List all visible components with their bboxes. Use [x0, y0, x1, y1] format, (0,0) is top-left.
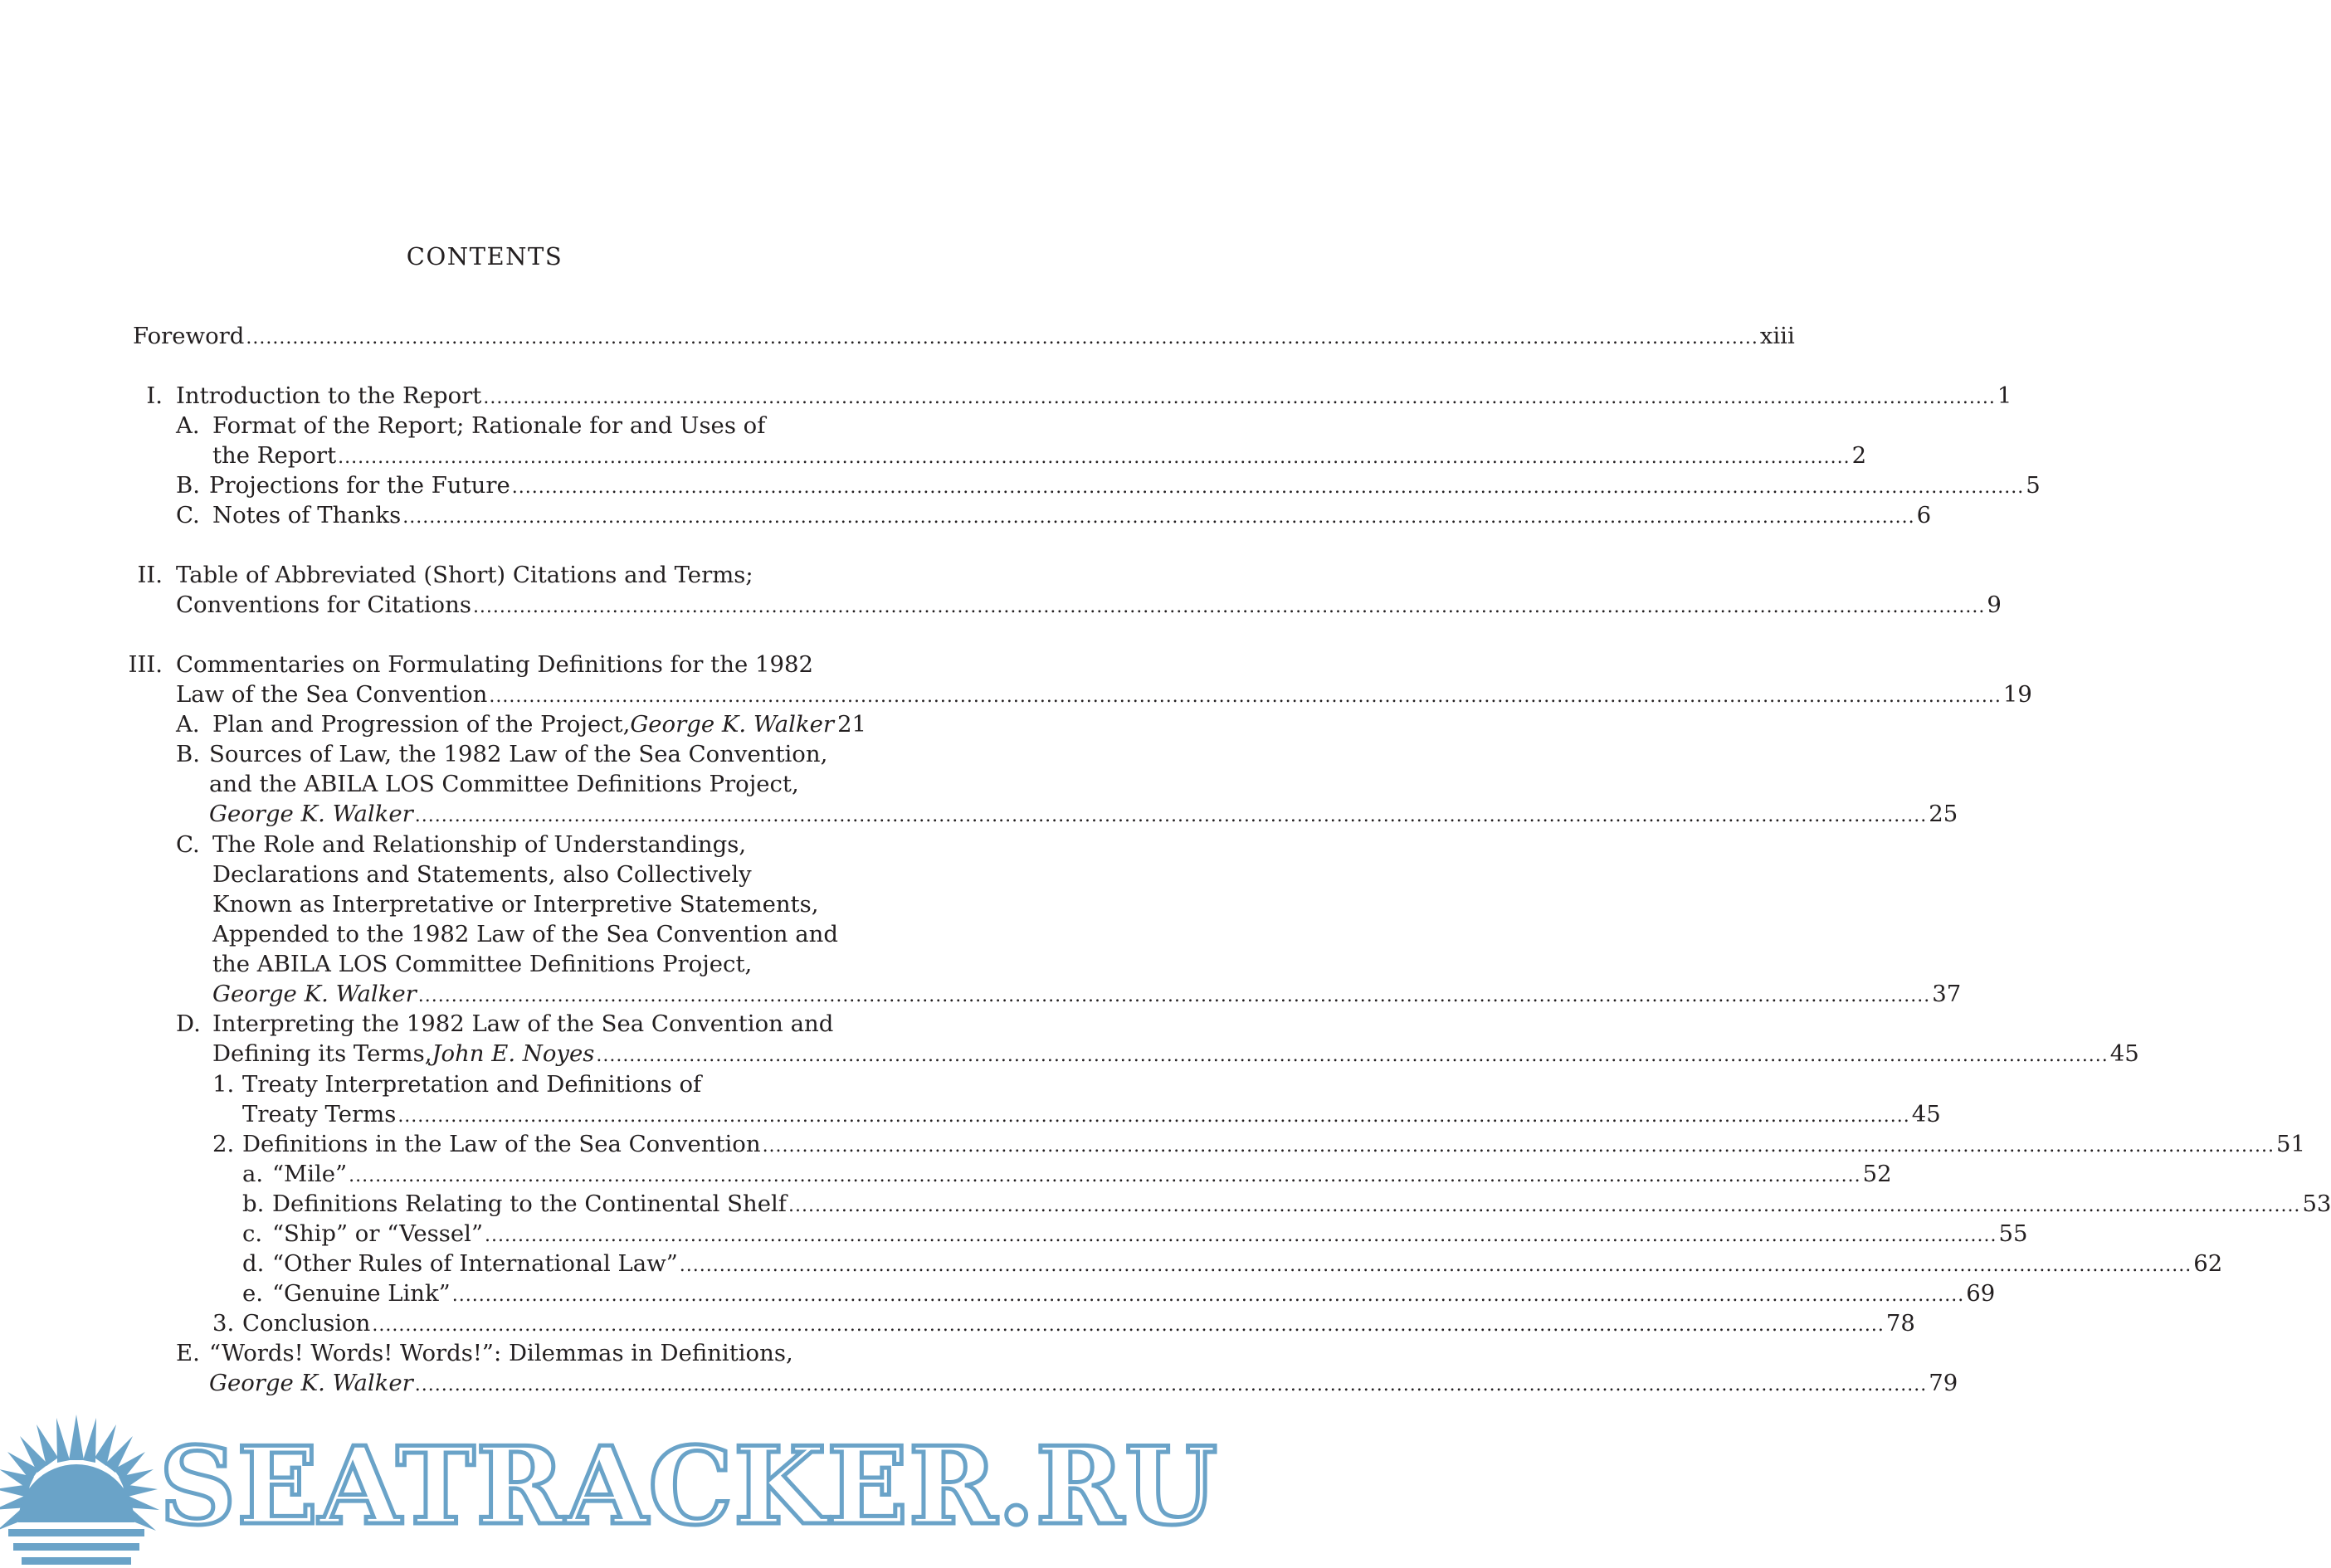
toc-entry-author: John E. Noyes	[432, 1040, 595, 1067]
dot-leader	[485, 1221, 1997, 1251]
toc-page-number: 9	[1987, 592, 2002, 618]
toc-entry[interactable]	[209, 470, 2041, 500]
toc-entry-title: Declarations and Statements, also Collectively	[212, 861, 752, 888]
toc-entry-title: Table of Abbreviated (Short) Citations and Terms;	[176, 562, 753, 588]
toc-entry[interactable]	[176, 590, 2002, 620]
toc-entry-author: George K. Walker	[209, 1370, 413, 1396]
toc-entry	[209, 1338, 793, 1368]
toc-entry	[176, 650, 813, 679]
dot-leader	[788, 1191, 2300, 1221]
toc-entry	[176, 560, 753, 590]
toc-entry	[212, 1009, 833, 1039]
toc-entry-title: Conventions for Citations	[176, 592, 471, 618]
toc-entry-label: b.	[242, 1191, 265, 1217]
toc-entry-title: Notes of Thanks	[212, 502, 402, 528]
dot-leader	[397, 1102, 1909, 1132]
toc-entry	[212, 889, 818, 919]
toc-entry[interactable]	[242, 1308, 1915, 1338]
toc-entry[interactable]	[272, 1249, 2223, 1278]
toc-entry[interactable]	[209, 799, 1958, 829]
toc-entry-title: Treaty Interpretation and Definitions of	[242, 1071, 702, 1098]
toc-entry[interactable]	[242, 1099, 1941, 1129]
toc-entry-title: Commentaries on Formulating Definitions for the 1982	[176, 651, 813, 678]
toc-page-number: 5	[2026, 472, 2041, 499]
toc-entry-label: a.	[242, 1161, 264, 1187]
toc-entry-label: C.	[176, 502, 200, 528]
toc-entry	[209, 739, 827, 769]
toc-entry-title: Projections for the Future	[209, 472, 510, 499]
toc-page-number: 62	[2193, 1250, 2223, 1277]
dot-leader	[338, 443, 1850, 473]
toc-page-number: 51	[2276, 1131, 2306, 1157]
toc-page-number: 45	[1911, 1101, 1941, 1127]
dot-leader	[415, 1371, 1927, 1400]
toc-entry-author: George K. Walker	[212, 981, 417, 1007]
toc-page-number: 52	[1862, 1161, 1892, 1187]
toc-entry-title: and the ABILA LOS Committee Definitions Project,	[209, 771, 799, 797]
toc-entry-title: Plan and Progression of the Project,	[212, 711, 631, 738]
dot-leader	[473, 592, 1985, 622]
toc-entry-label: d.	[242, 1250, 265, 1277]
toc-entry-title: Known as Interpretative or Interpretive Statements,	[212, 891, 819, 918]
toc-page-number: 45	[2109, 1040, 2139, 1067]
toc-entry[interactable]	[212, 500, 1932, 530]
toc-page-number: 21	[837, 711, 867, 738]
toc-entry-label: I.	[146, 382, 163, 409]
toc-page-number: 79	[1929, 1370, 1958, 1396]
toc-page-number: 53	[2302, 1191, 2331, 1217]
toc-entry-label: II.	[137, 562, 163, 588]
toc-page-number: 19	[2002, 681, 2032, 708]
toc-entry-title: the Report	[212, 442, 337, 469]
dot-leader	[763, 1132, 2275, 1161]
toc-page-number: 6	[1916, 502, 1932, 528]
dot-leader	[680, 1251, 2192, 1281]
toc-entry-title: “Mile”	[272, 1161, 348, 1187]
dot-leader	[372, 1311, 1884, 1341]
toc-entry-label: III.	[128, 651, 163, 678]
dot-leader	[452, 1281, 1964, 1311]
toc-entry-label: 1.	[212, 1071, 235, 1098]
toc-entry	[209, 769, 799, 799]
toc-entry[interactable]	[212, 709, 867, 739]
toc-entry-title: “Other Rules of International Law”	[272, 1250, 678, 1277]
dot-leader	[489, 682, 2001, 712]
toc-entry[interactable]	[272, 1219, 2028, 1249]
dot-leader	[246, 324, 1758, 353]
toc-entry-title: Defining its Terms,	[212, 1040, 432, 1067]
dot-leader	[418, 981, 1930, 1011]
toc-page-number: 78	[1885, 1310, 1915, 1337]
toc-entry	[212, 949, 752, 979]
dot-leader	[483, 383, 1995, 413]
toc-entry[interactable]	[212, 441, 1867, 470]
toc-entry-title: Interpreting the 1982 Law of the Sea Convention and	[212, 1010, 834, 1037]
toc-entry[interactable]	[176, 679, 2032, 709]
toc-entry-label: 2.	[212, 1131, 235, 1157]
toc-page-number: 69	[1966, 1280, 1996, 1307]
toc-page-number: 25	[1929, 801, 1958, 827]
toc-page-number: 2	[1851, 442, 1867, 469]
toc-entry-author: George K. Walker	[630, 711, 835, 738]
toc-entry[interactable]	[209, 1368, 1958, 1398]
toc-entry	[242, 1069, 701, 1099]
toc-entry-label: B.	[176, 472, 200, 499]
toc-entry-title: “Words! Words! Words!”: Dilemmas in Definitions,	[209, 1340, 793, 1366]
toc-entry-title: Conclusion	[242, 1310, 371, 1337]
toc-entry	[212, 919, 838, 949]
toc-entry	[212, 411, 765, 441]
toc-entry[interactable]	[272, 1159, 1892, 1189]
toc-entry[interactable]	[212, 979, 1962, 1009]
toc-entry-label: c.	[242, 1220, 263, 1247]
toc-entry	[212, 830, 746, 859]
toc-entry[interactable]	[272, 1278, 1996, 1308]
toc-entry-title: Foreword	[133, 323, 245, 349]
toc-entry-label: e.	[242, 1280, 264, 1307]
toc-entry-author: George K. Walker	[209, 801, 413, 827]
toc-entry[interactable]	[176, 381, 2012, 411]
toc-entry-title: the ABILA LOS Committee Definitions Project,	[212, 951, 753, 977]
toc-entry-title: Law of the Sea Convention	[176, 681, 488, 708]
toc-entry[interactable]	[272, 1189, 2331, 1219]
toc-entry-title: Definitions Relating to the Continental Shelf	[272, 1191, 787, 1217]
toc-entry-label: C.	[176, 831, 200, 858]
toc-entry-label: E.	[176, 1340, 200, 1366]
toc-page-number: xiii	[1759, 323, 1795, 349]
toc-entry-title: Appended to the 1982 Law of the Sea Convention and	[212, 921, 838, 947]
toc-entry-title: Definitions in the Law of the Sea Convention	[242, 1131, 761, 1157]
toc-entry-title: “Genuine Link”	[272, 1280, 451, 1307]
toc-entry-label: D.	[176, 1010, 201, 1037]
toc-entry[interactable]	[212, 1039, 2139, 1069]
toc-page-number: 37	[1932, 981, 1962, 1007]
toc-entry	[212, 859, 752, 889]
toc-page-number: 1	[1997, 382, 2012, 409]
toc-entry[interactable]	[133, 321, 1795, 351]
toc-page-number: 55	[1998, 1220, 2028, 1247]
toc-entry-label: B.	[176, 741, 200, 767]
toc-entry-title: Treaty Terms	[242, 1101, 397, 1127]
toc-entry-label: A.	[176, 412, 200, 439]
dot-leader	[402, 503, 1914, 533]
dot-leader	[349, 1161, 1860, 1191]
watermark-text: SEATRACKER.RU	[159, 1424, 1218, 1549]
toc-entry-label: 3.	[212, 1310, 235, 1337]
toc-entry-label: A.	[176, 711, 200, 738]
toc-entry-title: Introduction to the Report	[176, 382, 482, 409]
dot-leader	[415, 801, 1927, 831]
toc-entry-title: Sources of Law, the 1982 Law of the Sea Convention,	[209, 741, 828, 767]
dot-leader	[512, 473, 2024, 503]
contents-heading: CONTENTS	[406, 242, 563, 270]
toc-entry-title: Format of the Report; Rationale for and Uses of	[212, 412, 766, 439]
toc-entry[interactable]	[242, 1129, 2306, 1159]
dot-leader	[596, 1041, 2108, 1071]
toc-entry-title: “Ship” or “Vessel”	[272, 1220, 484, 1247]
toc-entry-title: The Role and Relationship of Understandings,	[212, 831, 747, 858]
